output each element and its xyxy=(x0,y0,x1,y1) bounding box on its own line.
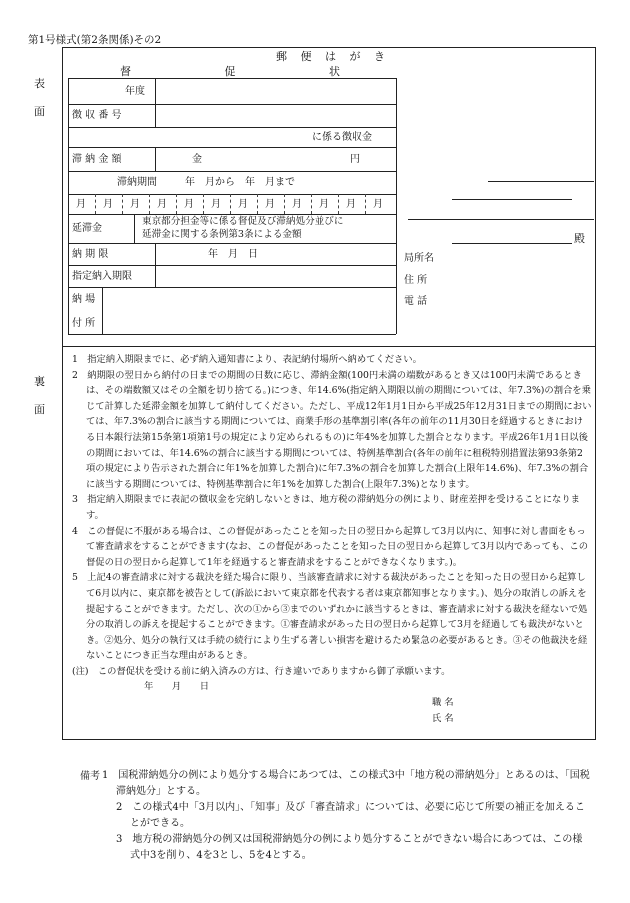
front-side xyxy=(62,47,596,347)
phone-label: 電 話 xyxy=(404,296,428,307)
side-front-char-2: 面 xyxy=(34,105,45,118)
month-cell-12: 月 xyxy=(373,199,383,210)
front-back-divider xyxy=(62,346,596,347)
delinquency-period-label: 滞納期間 xyxy=(117,177,157,188)
yen-suffix: 円 xyxy=(350,154,360,165)
address-line-4 xyxy=(452,243,572,244)
back-position: 職 名 xyxy=(432,697,454,709)
remark-3: 3 地方税の滞納処分の例又は国税滞納処分の例により処分することができない場合にあつては、この様式中3を削り、4を3とし、5を4とする。 xyxy=(116,834,583,861)
form-title: 督 促 状 xyxy=(120,65,385,78)
month-cell-1: 月 xyxy=(76,199,86,210)
month-cell-11: 月 xyxy=(346,199,356,210)
back-date: 年 月 日 xyxy=(144,681,210,693)
yen-prefix: 金 xyxy=(192,154,202,165)
back-side-text xyxy=(72,352,592,726)
payment-place-label-1: 納 場 xyxy=(72,294,96,305)
month-cell-9: 月 xyxy=(292,199,302,210)
month-cell-2: 月 xyxy=(103,199,113,210)
address-label: 住 所 xyxy=(404,275,428,286)
postcard-title: 郵 便 は が き xyxy=(276,50,390,63)
remark-2: 2 この様式4中「3月以内」、「知事」及び「審査請求」については、必要に応じて所要の補正を加えることができる。 xyxy=(116,802,585,829)
collection-number-label: 徴 収 番 号 xyxy=(72,110,122,121)
back-item-1: 1 指定納入期限までに、必ず納入通知書により、表記納付場所へ納めてください。 xyxy=(72,354,422,365)
related-revenue-label: に係る徴収金 xyxy=(312,132,372,143)
due-date-label: 納 期 限 xyxy=(72,249,109,260)
month-cell-7: 月 xyxy=(238,199,248,210)
late-fee-label: 延滞金 xyxy=(72,223,102,234)
delinquency-period-text: 年 月から 年 月まで xyxy=(185,177,295,188)
month-cell-8: 月 xyxy=(265,199,275,210)
month-cell-10: 月 xyxy=(319,199,329,210)
back-item-3: 3 指定納入期限までに表記の徴収金を完納しないときは、地方税の滞納処分の例により、財産差押を受けることになります。 xyxy=(72,494,580,521)
form-number: 第1号様式(第2条関係)その2 xyxy=(28,34,162,46)
remarks-label: 備考 xyxy=(80,771,100,782)
late-fee-desc-line-2: 延滞金に関する条例第3条による金額 xyxy=(142,229,302,240)
month-cell-5: 月 xyxy=(184,199,194,210)
month-cell-6: 月 xyxy=(211,199,221,210)
back-note: (注) この督促状を受ける前に納入済みの方は、行き違いでありますから御了承願います。 xyxy=(72,665,451,677)
side-back-char-1: 裏 xyxy=(34,375,45,388)
back-item-5: 5 上記4の審査請求に対する裁決を経た場合に限り、当該審査請求に対する裁決があったことを知った日の翌日から起算して6月以内に、東京都を被告として(訴訟において東京都を代表する者は東京都知事となります。)、処分の取消しの訴えを提起することができます。ただし、次の①から③までのいずれかに該当するときは、審査請求に対する裁決を経ないで処分の取消しの訴えを提起することができます。①審査請求があった日の翌日から起算して3月を経過しても裁決がないとき。②処分、処分の執行又は手続の続行により生ずる著しい損害を避けるため緊急の必要があるとき。③その他裁決を経ないことにつき正当な理由があるとき。 xyxy=(72,572,588,662)
side-front-char-1: 表 xyxy=(34,77,45,90)
designated-due-label: 指定納入期限 xyxy=(72,271,132,282)
address-line-2 xyxy=(452,199,572,200)
fiscal-year-label: 年度 xyxy=(125,86,145,97)
payment-place-label-2: 付 所 xyxy=(72,318,96,329)
back-name: 氏 名 xyxy=(432,712,454,724)
address-line-1 xyxy=(488,181,594,182)
office-name-label: 局所名 xyxy=(404,253,434,264)
delinquent-amount-label: 滞 納 金 額 xyxy=(72,154,122,165)
late-fee-desc-line-1: 東京都分担金等に係る督促及び滞納処分並びに xyxy=(142,216,344,227)
side-label-back xyxy=(34,368,48,424)
due-date-value: 年 月 日 xyxy=(208,249,258,260)
month-cell-4: 月 xyxy=(157,199,167,210)
month-cell-3: 月 xyxy=(130,199,140,210)
back-item-2: 2 納期限の翌日から納付の日までの期間の日数に応じ、滞納金額(100円未満の端数があるとき又は100円未満であるときは、その端数額又はその全額を切り捨てる。)につき、年14.6%(指定納入期限以前の期間については、年7.3%)の割合を乗じて計算した延滞金額を加算して納付してください。ただし、平成12年1月1日から平成25年12月31日までの期間においては、年7.3%の割合に該当する期間については、商業手形の基準割引率(各年の前年の11月30日を経過するときにおける日本銀行法第15条第1項第1号の規定により定められるもの)に年4%を加算した割合となります。平成26年1月1日以後の期間においては、年14.6%の割合に該当する期間については、特例基準割合(各年の前年に租税特別措置法第93条第2項の規定により告示された割合に年1%を加算した割合)に年7.3%の割合を加算した割合(上限年14.6%)、年7.3%の割合に該当する期間については、特例基準割合に年1%を加算した割合(上限年7.3%)となります。 xyxy=(72,369,592,490)
side-label-front xyxy=(34,70,48,126)
honorific: 殿 xyxy=(574,232,585,245)
side-back-char-2: 面 xyxy=(34,403,45,416)
remark-1: 1 国税滞納処分の例により処分する場合にあつては、この様式3中「地方税の滞納処分」とあるのは、「国税滞納処分」とする。 xyxy=(102,770,590,797)
address-line-3 xyxy=(408,219,594,220)
remarks xyxy=(102,768,592,864)
back-item-4: 4 この督促に不服がある場合は、この督促があったことを知った日の翌日から起算して3月以内に、知事に対し書面をもって審査請求をすることができます(なお、この督促があったことを知った日の翌日から起算して3月以内であっても、この督促の日の翌日から起算して1年を経過すると審査請求をすることができなくなります。)。 xyxy=(72,525,589,568)
